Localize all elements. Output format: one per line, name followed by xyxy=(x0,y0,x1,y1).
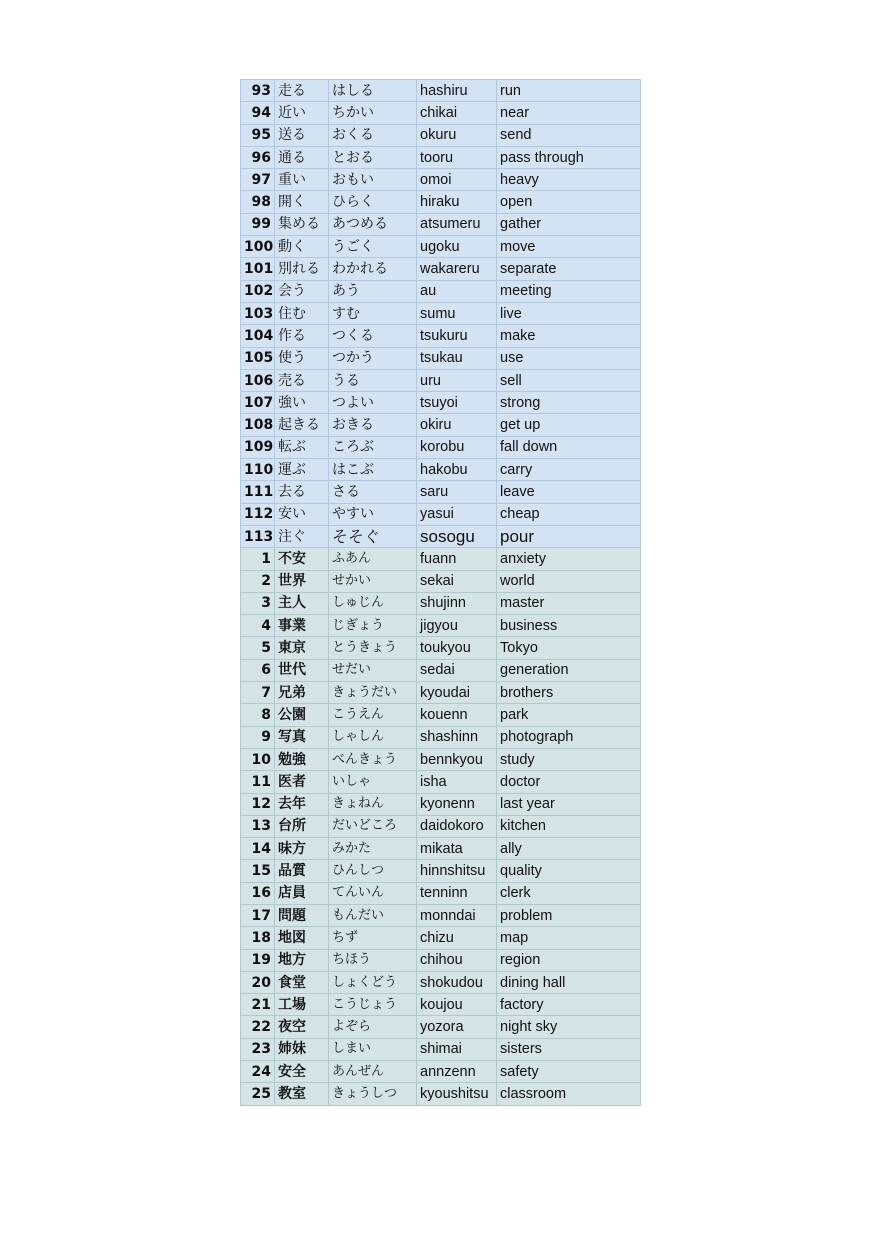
hiragana-reading: ちかい xyxy=(329,102,417,124)
english-meaning: heavy xyxy=(497,169,641,191)
english-meaning: pour xyxy=(497,525,641,547)
romaji-reading: hashiru xyxy=(417,80,497,102)
romaji-reading: ugoku xyxy=(417,236,497,258)
entry-number: 97 xyxy=(241,169,275,191)
romaji-reading: jigyou xyxy=(417,615,497,637)
vocab-row xyxy=(241,191,641,213)
kanji-word: 運ぶ xyxy=(275,459,329,481)
entry-number: 21 xyxy=(241,994,275,1016)
vocabulary-table-body xyxy=(241,80,641,1106)
hiragana-reading: はこぶ xyxy=(329,459,417,481)
vocab-row xyxy=(241,481,641,503)
romaji-reading: bennkyou xyxy=(417,748,497,770)
vocab-row xyxy=(241,615,641,637)
romaji-reading: chikai xyxy=(417,102,497,124)
vocab-row xyxy=(241,525,641,547)
romaji-reading: korobu xyxy=(417,436,497,458)
english-meaning: cheap xyxy=(497,503,641,525)
entry-number: 3 xyxy=(241,592,275,614)
romaji-reading: tsuyoi xyxy=(417,392,497,414)
entry-number: 15 xyxy=(241,860,275,882)
romaji-reading: hinnshitsu xyxy=(417,860,497,882)
hiragana-reading: おきる xyxy=(329,414,417,436)
hiragana-reading: ちず xyxy=(329,927,417,949)
kanji-word: 通る xyxy=(275,146,329,168)
english-meaning: open xyxy=(497,191,641,213)
romaji-reading: kyoushitsu xyxy=(417,1083,497,1105)
hiragana-reading: じぎょう xyxy=(329,615,417,637)
hiragana-reading: きょうしつ xyxy=(329,1083,417,1105)
english-meaning: study xyxy=(497,748,641,770)
kanji-word: 地図 xyxy=(275,927,329,949)
english-meaning: gather xyxy=(497,213,641,235)
entry-number: 102 xyxy=(241,280,275,302)
kanji-word: 走る xyxy=(275,80,329,102)
english-meaning: run xyxy=(497,80,641,102)
vocab-row xyxy=(241,280,641,302)
kanji-word: 起きる xyxy=(275,414,329,436)
romaji-reading: mikata xyxy=(417,838,497,860)
english-meaning: make xyxy=(497,325,641,347)
kanji-word: 味方 xyxy=(275,838,329,860)
kanji-word: 夜空 xyxy=(275,1016,329,1038)
entry-number: 100 xyxy=(241,236,275,258)
english-meaning: move xyxy=(497,236,641,258)
entry-number: 107 xyxy=(241,392,275,414)
english-meaning: kitchen xyxy=(497,815,641,837)
vocab-row xyxy=(241,124,641,146)
english-meaning: live xyxy=(497,302,641,324)
hiragana-reading: すむ xyxy=(329,302,417,324)
english-meaning: photograph xyxy=(497,726,641,748)
english-meaning: Tokyo xyxy=(497,637,641,659)
vocab-row xyxy=(241,726,641,748)
romaji-reading: uru xyxy=(417,369,497,391)
english-meaning: map xyxy=(497,927,641,949)
kanji-word: 作る xyxy=(275,325,329,347)
vocab-row xyxy=(241,659,641,681)
kanji-word: 食堂 xyxy=(275,971,329,993)
romaji-reading: chihou xyxy=(417,949,497,971)
hiragana-reading: せだい xyxy=(329,659,417,681)
entry-number: 18 xyxy=(241,927,275,949)
hiragana-reading: ころぶ xyxy=(329,436,417,458)
hiragana-reading: きょねん xyxy=(329,793,417,815)
romaji-reading: shashinn xyxy=(417,726,497,748)
entry-number: 7 xyxy=(241,682,275,704)
vocab-row xyxy=(241,1083,641,1105)
kanji-word: 転ぶ xyxy=(275,436,329,458)
kanji-word: 問題 xyxy=(275,904,329,926)
english-meaning: anxiety xyxy=(497,548,641,570)
romaji-reading: yasui xyxy=(417,503,497,525)
english-meaning: problem xyxy=(497,904,641,926)
hiragana-reading: しまい xyxy=(329,1038,417,1060)
kanji-word: 安全 xyxy=(275,1061,329,1083)
english-meaning: get up xyxy=(497,414,641,436)
hiragana-reading: あう xyxy=(329,280,417,302)
romaji-reading: omoi xyxy=(417,169,497,191)
hiragana-reading: ふあん xyxy=(329,548,417,570)
kanji-word: 品質 xyxy=(275,860,329,882)
english-meaning: meeting xyxy=(497,280,641,302)
kanji-word: 勉強 xyxy=(275,748,329,770)
entry-number: 2 xyxy=(241,570,275,592)
entry-number: 106 xyxy=(241,369,275,391)
romaji-reading: okiru xyxy=(417,414,497,436)
vocab-row xyxy=(241,436,641,458)
kanji-word: 地方 xyxy=(275,949,329,971)
english-meaning: factory xyxy=(497,994,641,1016)
hiragana-reading: おもい xyxy=(329,169,417,191)
romaji-reading: saru xyxy=(417,481,497,503)
english-meaning: ally xyxy=(497,838,641,860)
hiragana-reading: さる xyxy=(329,481,417,503)
entry-number: 25 xyxy=(241,1083,275,1105)
romaji-reading: monndai xyxy=(417,904,497,926)
vocab-row xyxy=(241,904,641,926)
entry-number: 24 xyxy=(241,1061,275,1083)
entry-number: 10 xyxy=(241,748,275,770)
vocab-row xyxy=(241,838,641,860)
romaji-reading: kyonenn xyxy=(417,793,497,815)
romaji-reading: tsukuru xyxy=(417,325,497,347)
entry-number: 22 xyxy=(241,1016,275,1038)
entry-number: 101 xyxy=(241,258,275,280)
entry-number: 20 xyxy=(241,971,275,993)
hiragana-reading: うる xyxy=(329,369,417,391)
english-meaning: region xyxy=(497,949,641,971)
english-meaning: leave xyxy=(497,481,641,503)
romaji-reading: koujou xyxy=(417,994,497,1016)
vocab-row xyxy=(241,949,641,971)
hiragana-reading: ちほう xyxy=(329,949,417,971)
hiragana-reading: こうじょう xyxy=(329,994,417,1016)
romaji-reading: daidokoro xyxy=(417,815,497,837)
entry-number: 99 xyxy=(241,213,275,235)
kanji-word: 不安 xyxy=(275,548,329,570)
hiragana-reading: やすい xyxy=(329,503,417,525)
hiragana-reading: うごく xyxy=(329,236,417,258)
entry-number: 108 xyxy=(241,414,275,436)
romaji-reading: wakareru xyxy=(417,258,497,280)
hiragana-reading: つくる xyxy=(329,325,417,347)
vocab-row xyxy=(241,570,641,592)
kanji-word: 台所 xyxy=(275,815,329,837)
entry-number: 17 xyxy=(241,904,275,926)
kanji-word: 世界 xyxy=(275,570,329,592)
vocab-row xyxy=(241,414,641,436)
hiragana-reading: せかい xyxy=(329,570,417,592)
english-meaning: safety xyxy=(497,1061,641,1083)
hiragana-reading: はしる xyxy=(329,80,417,102)
vocab-row xyxy=(241,771,641,793)
kanji-word: 送る xyxy=(275,124,329,146)
hiragana-reading: ひんしつ xyxy=(329,860,417,882)
kanji-word: 使う xyxy=(275,347,329,369)
entry-number: 6 xyxy=(241,659,275,681)
kanji-word: 近い xyxy=(275,102,329,124)
kanji-word: 別れる xyxy=(275,258,329,280)
vocab-row xyxy=(241,459,641,481)
vocab-row xyxy=(241,302,641,324)
english-meaning: use xyxy=(497,347,641,369)
vocab-row xyxy=(241,347,641,369)
hiragana-reading: そそぐ xyxy=(329,525,417,547)
romaji-reading: okuru xyxy=(417,124,497,146)
kanji-word: 安い xyxy=(275,503,329,525)
entry-number: 105 xyxy=(241,347,275,369)
romaji-reading: shujinn xyxy=(417,592,497,614)
english-meaning: dining hall xyxy=(497,971,641,993)
english-meaning: sisters xyxy=(497,1038,641,1060)
vocabulary-table xyxy=(240,79,641,1106)
entry-number: 12 xyxy=(241,793,275,815)
vocab-row xyxy=(241,213,641,235)
vocab-row xyxy=(241,392,641,414)
kanji-word: 兄弟 xyxy=(275,682,329,704)
kanji-word: 去る xyxy=(275,481,329,503)
vocab-row xyxy=(241,704,641,726)
hiragana-reading: あつめる xyxy=(329,213,417,235)
vocab-row xyxy=(241,169,641,191)
vocab-row xyxy=(241,815,641,837)
english-meaning: brothers xyxy=(497,682,641,704)
english-meaning: pass through xyxy=(497,146,641,168)
english-meaning: carry xyxy=(497,459,641,481)
romaji-reading: shimai xyxy=(417,1038,497,1060)
entry-number: 13 xyxy=(241,815,275,837)
hiragana-reading: しょくどう xyxy=(329,971,417,993)
romaji-reading: sosogu xyxy=(417,525,497,547)
entry-number: 96 xyxy=(241,146,275,168)
romaji-reading: chizu xyxy=(417,927,497,949)
kanji-word: 事業 xyxy=(275,615,329,637)
english-meaning: clerk xyxy=(497,882,641,904)
vocab-row xyxy=(241,682,641,704)
hiragana-reading: べんきょう xyxy=(329,748,417,770)
kanji-word: 教室 xyxy=(275,1083,329,1105)
romaji-reading: annzenn xyxy=(417,1061,497,1083)
kanji-word: 開く xyxy=(275,191,329,213)
vocab-row xyxy=(241,860,641,882)
kanji-word: 売る xyxy=(275,369,329,391)
hiragana-reading: こうえん xyxy=(329,704,417,726)
entry-number: 113 xyxy=(241,525,275,547)
english-meaning: separate xyxy=(497,258,641,280)
english-meaning: strong xyxy=(497,392,641,414)
romaji-reading: au xyxy=(417,280,497,302)
vocab-row xyxy=(241,258,641,280)
vocab-row xyxy=(241,971,641,993)
english-meaning: sell xyxy=(497,369,641,391)
kanji-word: 主人 xyxy=(275,592,329,614)
vocab-row xyxy=(241,503,641,525)
english-meaning: near xyxy=(497,102,641,124)
kanji-word: 姉妹 xyxy=(275,1038,329,1060)
entry-number: 14 xyxy=(241,838,275,860)
kanji-word: 動く xyxy=(275,236,329,258)
english-meaning: send xyxy=(497,124,641,146)
vocab-row xyxy=(241,994,641,1016)
hiragana-reading: きょうだい xyxy=(329,682,417,704)
romaji-reading: sekai xyxy=(417,570,497,592)
vocab-row xyxy=(241,882,641,904)
vocab-row xyxy=(241,102,641,124)
entry-number: 8 xyxy=(241,704,275,726)
entry-number: 1 xyxy=(241,548,275,570)
vocab-row xyxy=(241,748,641,770)
hiragana-reading: てんいん xyxy=(329,882,417,904)
english-meaning: fall down xyxy=(497,436,641,458)
vocab-row xyxy=(241,1016,641,1038)
hiragana-reading: とうきょう xyxy=(329,637,417,659)
kanji-word: 工場 xyxy=(275,994,329,1016)
hiragana-reading: もんだい xyxy=(329,904,417,926)
romaji-reading: hakobu xyxy=(417,459,497,481)
entry-number: 16 xyxy=(241,882,275,904)
romaji-reading: hiraku xyxy=(417,191,497,213)
romaji-reading: yozora xyxy=(417,1016,497,1038)
hiragana-reading: だいどころ xyxy=(329,815,417,837)
entry-number: 19 xyxy=(241,949,275,971)
kanji-word: 医者 xyxy=(275,771,329,793)
entry-number: 111 xyxy=(241,481,275,503)
romaji-reading: atsumeru xyxy=(417,213,497,235)
entry-number: 103 xyxy=(241,302,275,324)
entry-number: 93 xyxy=(241,80,275,102)
kanji-word: 重い xyxy=(275,169,329,191)
english-meaning: business xyxy=(497,615,641,637)
vocab-row xyxy=(241,548,641,570)
romaji-reading: sedai xyxy=(417,659,497,681)
english-meaning: night sky xyxy=(497,1016,641,1038)
hiragana-reading: いしゃ xyxy=(329,771,417,793)
hiragana-reading: よぞら xyxy=(329,1016,417,1038)
vocab-row xyxy=(241,146,641,168)
kanji-word: 住む xyxy=(275,302,329,324)
hiragana-reading: つよい xyxy=(329,392,417,414)
entry-number: 95 xyxy=(241,124,275,146)
vocab-row xyxy=(241,236,641,258)
english-meaning: quality xyxy=(497,860,641,882)
entry-number: 98 xyxy=(241,191,275,213)
kanji-word: 去年 xyxy=(275,793,329,815)
vocab-row xyxy=(241,592,641,614)
romaji-reading: kouenn xyxy=(417,704,497,726)
romaji-reading: fuann xyxy=(417,548,497,570)
vocab-row xyxy=(241,1061,641,1083)
hiragana-reading: しゃしん xyxy=(329,726,417,748)
hiragana-reading: とおる xyxy=(329,146,417,168)
hiragana-reading: みかた xyxy=(329,838,417,860)
hiragana-reading: つかう xyxy=(329,347,417,369)
hiragana-reading: おくる xyxy=(329,124,417,146)
hiragana-reading: あんぜん xyxy=(329,1061,417,1083)
kanji-word: 世代 xyxy=(275,659,329,681)
hiragana-reading: ひらく xyxy=(329,191,417,213)
kanji-word: 写真 xyxy=(275,726,329,748)
entry-number: 104 xyxy=(241,325,275,347)
vocab-row xyxy=(241,369,641,391)
entry-number: 112 xyxy=(241,503,275,525)
english-meaning: world xyxy=(497,570,641,592)
vocab-row xyxy=(241,793,641,815)
entry-number: 11 xyxy=(241,771,275,793)
kanji-word: 会う xyxy=(275,280,329,302)
hiragana-reading: わかれる xyxy=(329,258,417,280)
kanji-word: 注ぐ xyxy=(275,525,329,547)
vocab-row xyxy=(241,1038,641,1060)
english-meaning: doctor xyxy=(497,771,641,793)
romaji-reading: tsukau xyxy=(417,347,497,369)
romaji-reading: tooru xyxy=(417,146,497,168)
romaji-reading: toukyou xyxy=(417,637,497,659)
romaji-reading: kyoudai xyxy=(417,682,497,704)
vocab-row xyxy=(241,80,641,102)
entry-number: 5 xyxy=(241,637,275,659)
vocab-row xyxy=(241,927,641,949)
entry-number: 4 xyxy=(241,615,275,637)
entry-number: 23 xyxy=(241,1038,275,1060)
english-meaning: classroom xyxy=(497,1083,641,1105)
english-meaning: park xyxy=(497,704,641,726)
kanji-word: 強い xyxy=(275,392,329,414)
kanji-word: 集める xyxy=(275,213,329,235)
vocab-row xyxy=(241,637,641,659)
kanji-word: 公園 xyxy=(275,704,329,726)
entry-number: 109 xyxy=(241,436,275,458)
kanji-word: 店員 xyxy=(275,882,329,904)
entry-number: 110 xyxy=(241,459,275,481)
english-meaning: last year xyxy=(497,793,641,815)
entry-number: 94 xyxy=(241,102,275,124)
romaji-reading: shokudou xyxy=(417,971,497,993)
entry-number: 9 xyxy=(241,726,275,748)
vocab-row xyxy=(241,325,641,347)
romaji-reading: sumu xyxy=(417,302,497,324)
hiragana-reading: しゅじん xyxy=(329,592,417,614)
english-meaning: master xyxy=(497,592,641,614)
romaji-reading: tenninn xyxy=(417,882,497,904)
romaji-reading: isha xyxy=(417,771,497,793)
english-meaning: generation xyxy=(497,659,641,681)
kanji-word: 東京 xyxy=(275,637,329,659)
